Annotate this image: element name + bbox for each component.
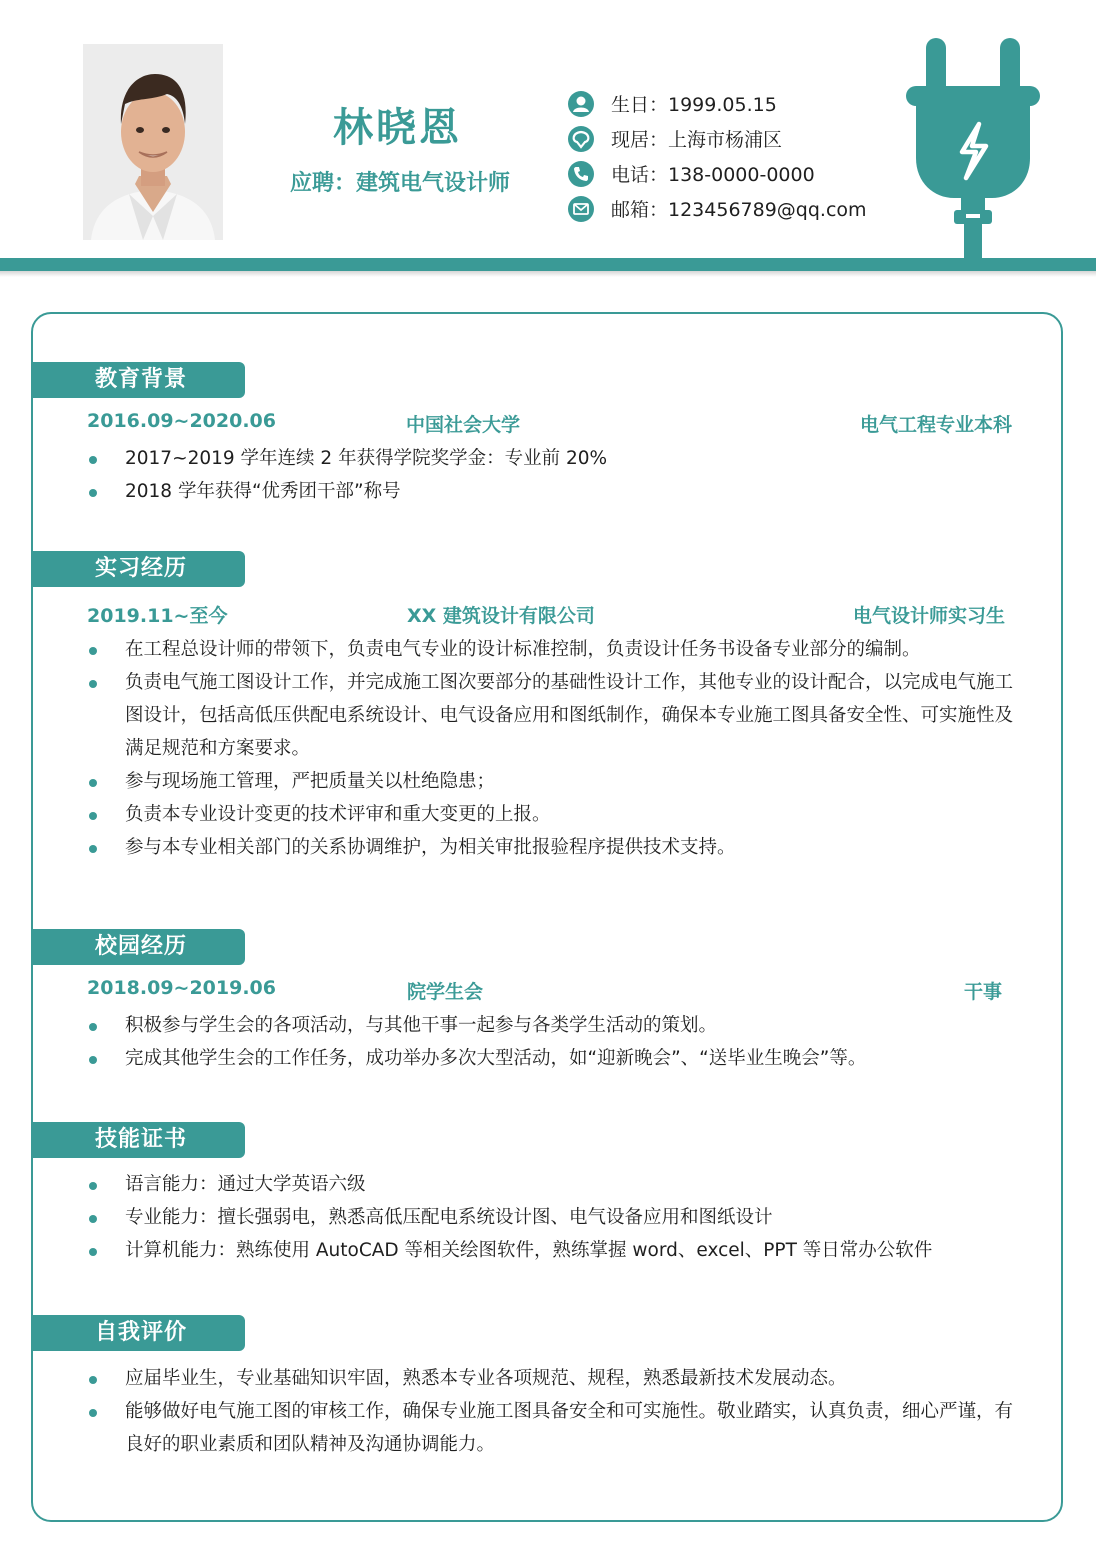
list-item: 语言能力：通过大学英语六级 — [87, 1168, 1022, 1201]
skills-list — [87, 1168, 1022, 1267]
list-item: 应届毕业生，专业基础知识牢固，熟悉本专业各项规范、规程，熟悉最新技术发展动态。 — [87, 1362, 1022, 1395]
phone-icon — [568, 161, 594, 187]
education-meta — [87, 410, 1022, 440]
info-email — [568, 191, 867, 226]
plug-icon — [902, 38, 1044, 260]
info-text: 邮箱：123456789@qq.com — [611, 199, 867, 221]
education-role: 电气工程专业本科 — [859, 414, 1012, 436]
campus-org: 院学生会 — [407, 981, 484, 1003]
list-item: 参与本专业相关部门的关系协调维护，为相关审批报验程序提供技术支持。 — [87, 831, 1022, 864]
mail-icon — [568, 196, 594, 222]
section-title-campus: 校园经历 — [31, 929, 245, 965]
list-item: 在工程总设计师的带领下，负责电气专业的设计标准控制，负责设计任务书设备专业部分的编制。 — [87, 633, 1022, 666]
internship-list — [87, 633, 1022, 864]
list-item: 完成其他学生会的工作任务，成功举办多次大型活动，如“迎新晚会”、“送毕业生晚会”等。 — [87, 1042, 1022, 1075]
education-list — [87, 442, 1022, 508]
job-target: 应聘：建筑电气设计师 — [289, 171, 510, 196]
list-item: 计算机能力：熟练使用 AutoCAD 等相关绘图软件，熟练掌握 word、excel、PPT 等日常办公软件 — [87, 1234, 1022, 1267]
internship-meta — [87, 601, 1022, 631]
section-title-self-evaluation: 自我评价 — [31, 1315, 245, 1351]
section-title-internship: 实习经历 — [31, 551, 245, 587]
header-divider-bar — [0, 258, 1096, 271]
person-icon — [568, 91, 594, 117]
campus-role: 干事 — [963, 981, 1002, 1003]
profile-photo — [83, 44, 223, 240]
list-item: 参与现场施工管理，严把质量关以杜绝隐患； — [87, 765, 1022, 798]
section-title-education: 教育背景 — [31, 362, 245, 398]
header-divider-shadow — [0, 271, 1096, 277]
list-item: 积极参与学生会的各项活动，与其他干事一起参与各类学生活动的策划。 — [87, 1009, 1022, 1042]
self-evaluation-list — [87, 1362, 1022, 1461]
person-portrait-icon — [83, 44, 223, 240]
info-phone — [568, 156, 867, 191]
internship-date: 2019.11~至今 — [87, 605, 228, 627]
list-item: 2017~2019 学年连续 2 年获得学院奖学金：专业前 20% — [87, 442, 1022, 475]
internship-role: 电气设计师实习生 — [852, 605, 1005, 627]
list-item: 2018 学年获得“优秀团干部”称号 — [87, 475, 1022, 508]
list-item: 专业能力：擅长强弱电，熟悉高低压配电系统设计图、电气设备应用和图纸设计 — [87, 1201, 1022, 1234]
list-item: 负责电气施工图设计工作，并完成施工图次要部分的基础性设计工作，其他专业的设计配合，以完成电气施工图设计，包括高低压供配电系统设计、电气设备应用和图纸制作，确保本专业施工图具备安全性、可实施性及满足规范和方案要求。 — [87, 666, 1022, 765]
location-icon — [568, 126, 594, 152]
education-date: 2016.09~2020.06 — [87, 410, 276, 432]
campus-list — [87, 1009, 1022, 1075]
campus-meta — [87, 977, 1022, 1007]
info-birthday — [568, 86, 867, 121]
section-title-skills: 技能证书 — [31, 1122, 245, 1158]
info-location — [568, 121, 867, 156]
candidate-name: 林晓恩 — [333, 105, 462, 151]
info-text: 现居：上海市杨浦区 — [611, 129, 783, 151]
list-item: 负责本专业设计变更的技术评审和重大变更的上报。 — [87, 798, 1022, 831]
info-text: 电话：138-0000-0000 — [611, 164, 815, 186]
education-org: 中国社会大学 — [406, 414, 521, 436]
list-item: 能够做好电气施工图的审核工作，确保专业施工图具备安全和可实施性。敬业踏实，认真负责，细心严谨，有良好的职业素质和团队精神及沟通协调能力。 — [87, 1395, 1022, 1461]
info-text: 生日：1999.05.15 — [611, 94, 777, 116]
contact-info — [568, 86, 867, 226]
internship-org: XX 建筑设计有限公司 — [407, 605, 595, 627]
campus-date: 2018.09~2019.06 — [87, 977, 276, 999]
